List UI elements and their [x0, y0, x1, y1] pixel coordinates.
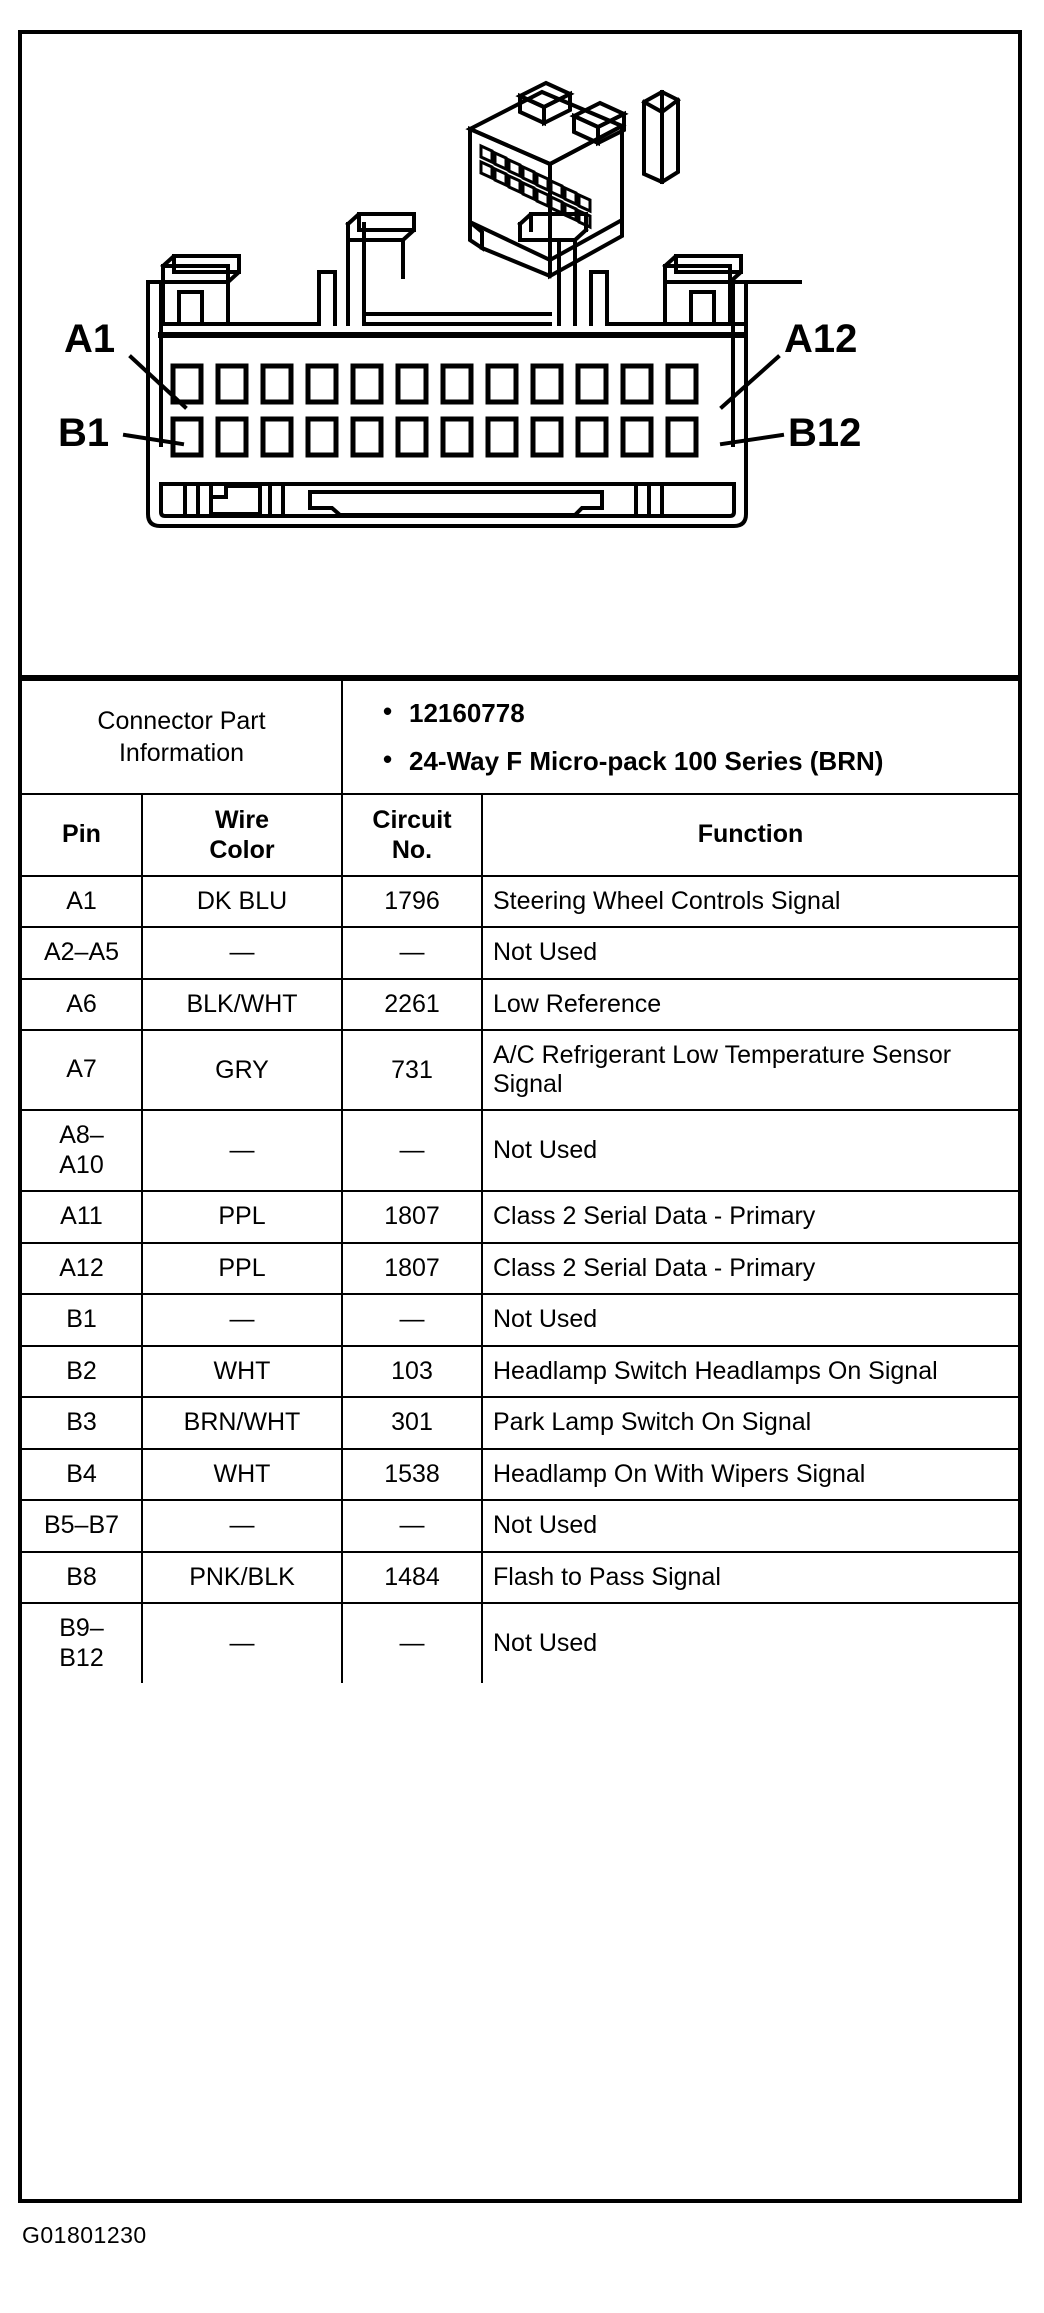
cell-circuit-no: 1807: [342, 1191, 482, 1243]
cell-pin: A7: [22, 1030, 142, 1110]
table-row: [22, 1191, 1018, 1243]
cell-pin: B9– B12: [22, 1603, 142, 1683]
cell-function: Headlamp Switch Headlamps On Signal: [482, 1346, 1018, 1398]
cell-function: Flash to Pass Signal: [482, 1552, 1018, 1604]
cell-pin: B5–B7: [22, 1500, 142, 1552]
cell-wire-color: —: [142, 1110, 342, 1191]
column-header-function: Function: [482, 794, 1018, 876]
pinout-body: [22, 876, 1018, 1684]
cell-wire-color: WHT: [142, 1449, 342, 1501]
cell-wire-color: —: [142, 1294, 342, 1346]
cell-pin: B3: [22, 1397, 142, 1449]
cell-function: Class 2 Serial Data - Primary: [482, 1243, 1018, 1295]
cell-circuit-no: —: [342, 1294, 482, 1346]
connector-part-information-table: [22, 679, 1018, 793]
connector-part-information-label: Connector Part Information: [22, 680, 342, 793]
cell-pin: A2–A5: [22, 927, 142, 979]
cell-wire-color: DK BLU: [142, 876, 342, 928]
cell-pin: B1: [22, 1294, 142, 1346]
column-header-wire-color: [142, 794, 342, 876]
cell-function: A/C Refrigerant Low Temperature Sensor Signal: [482, 1030, 1018, 1110]
cell-wire-color: BLK/WHT: [142, 979, 342, 1031]
cell-circuit-no: 1538: [342, 1449, 482, 1501]
callout-a1: A1: [64, 317, 116, 361]
column-header-wire-color-line1: Wire: [215, 805, 269, 834]
connector-part-information-values: [342, 680, 1018, 793]
cell-circuit-no: 1484: [342, 1552, 482, 1604]
cell-function: Headlamp On With Wipers Signal: [482, 1449, 1018, 1501]
front-view-connector: [148, 214, 800, 526]
table-row: [22, 1243, 1018, 1295]
cell-pin: A8– A10: [22, 1110, 142, 1191]
cell-wire-color: WHT: [142, 1346, 342, 1398]
cell-function: Steering Wheel Controls Signal: [482, 876, 1018, 928]
connector-part-information-row: [22, 680, 1018, 793]
figure-id-caption: G01801230: [22, 2222, 147, 2248]
column-header-pin: Pin: [22, 794, 142, 876]
column-header-circuit-no: [342, 794, 482, 876]
cell-pin: A6: [22, 979, 142, 1031]
cell-circuit-no: —: [342, 1500, 482, 1552]
cell-circuit-no: —: [342, 1110, 482, 1191]
cell-wire-color: —: [142, 1500, 342, 1552]
cell-circuit-no: 301: [342, 1397, 482, 1449]
cell-wire-color: PPL: [142, 1191, 342, 1243]
part-description-item: • 24-Way F Micro-pack 100 Series (BRN): [383, 745, 1008, 779]
cell-function: Park Lamp Switch On Signal: [482, 1397, 1018, 1449]
cell-wire-color: PNK/BLK: [142, 1552, 342, 1604]
cell-function: Low Reference: [482, 979, 1018, 1031]
connector-illustration: [22, 34, 1018, 679]
cell-pin: A1: [22, 876, 142, 928]
leader-a12: [722, 357, 778, 407]
callout-b1: B1: [58, 411, 110, 455]
cell-circuit-no: 2261: [342, 979, 482, 1031]
column-header-circuit-line1: Circuit: [372, 805, 452, 834]
table-row: [22, 979, 1018, 1031]
cell-function: Not Used: [482, 927, 1018, 979]
cell-pin: A12: [22, 1243, 142, 1295]
table-row: [22, 1603, 1018, 1683]
pin-row-a: [173, 366, 696, 402]
column-header-circuit-line2: No.: [391, 835, 433, 864]
table-row: [22, 1552, 1018, 1604]
cell-function: Class 2 Serial Data - Primary: [482, 1191, 1018, 1243]
table-row: [22, 1030, 1018, 1110]
cell-pin: B8: [22, 1552, 142, 1604]
pinout-table: [22, 793, 1018, 1684]
cell-function: Not Used: [482, 1110, 1018, 1191]
callout-a12: A12: [784, 317, 858, 361]
pinout-header-row: [22, 794, 1018, 876]
table-row: [22, 1294, 1018, 1346]
pin-row-b: [173, 419, 696, 455]
part-number-item: • 12160778: [383, 697, 1008, 731]
table-row: [22, 1500, 1018, 1552]
cell-function: Not Used: [482, 1500, 1018, 1552]
cell-wire-color: —: [142, 1603, 342, 1683]
table-row: [22, 1346, 1018, 1398]
table-row: [22, 927, 1018, 979]
cell-circuit-no: 1796: [342, 876, 482, 928]
cell-circuit-no: 731: [342, 1030, 482, 1110]
cell-circuit-no: —: [342, 927, 482, 979]
cell-circuit-no: 1807: [342, 1243, 482, 1295]
cell-function: Not Used: [482, 1603, 1018, 1683]
cell-wire-color: —: [142, 927, 342, 979]
cell-function: Not Used: [482, 1294, 1018, 1346]
column-header-wire-color-line2: Color: [209, 835, 275, 864]
cell-circuit-no: —: [342, 1603, 482, 1683]
figure-frame: [18, 30, 1022, 2203]
table-row: [22, 1110, 1018, 1191]
table-row: [22, 1449, 1018, 1501]
cell-pin: B2: [22, 1346, 142, 1398]
table-row: [22, 876, 1018, 928]
cell-wire-color: GRY: [142, 1030, 342, 1110]
cell-pin: A11: [22, 1191, 142, 1243]
callout-b12: B12: [788, 411, 862, 455]
part-number-list: [353, 697, 1008, 779]
cell-pin: B4: [22, 1449, 142, 1501]
cell-wire-color: BRN/WHT: [142, 1397, 342, 1449]
cell-circuit-no: 103: [342, 1346, 482, 1398]
cell-wire-color: PPL: [142, 1243, 342, 1295]
table-row: [22, 1397, 1018, 1449]
connector-drawing-svg: [22, 34, 1018, 675]
